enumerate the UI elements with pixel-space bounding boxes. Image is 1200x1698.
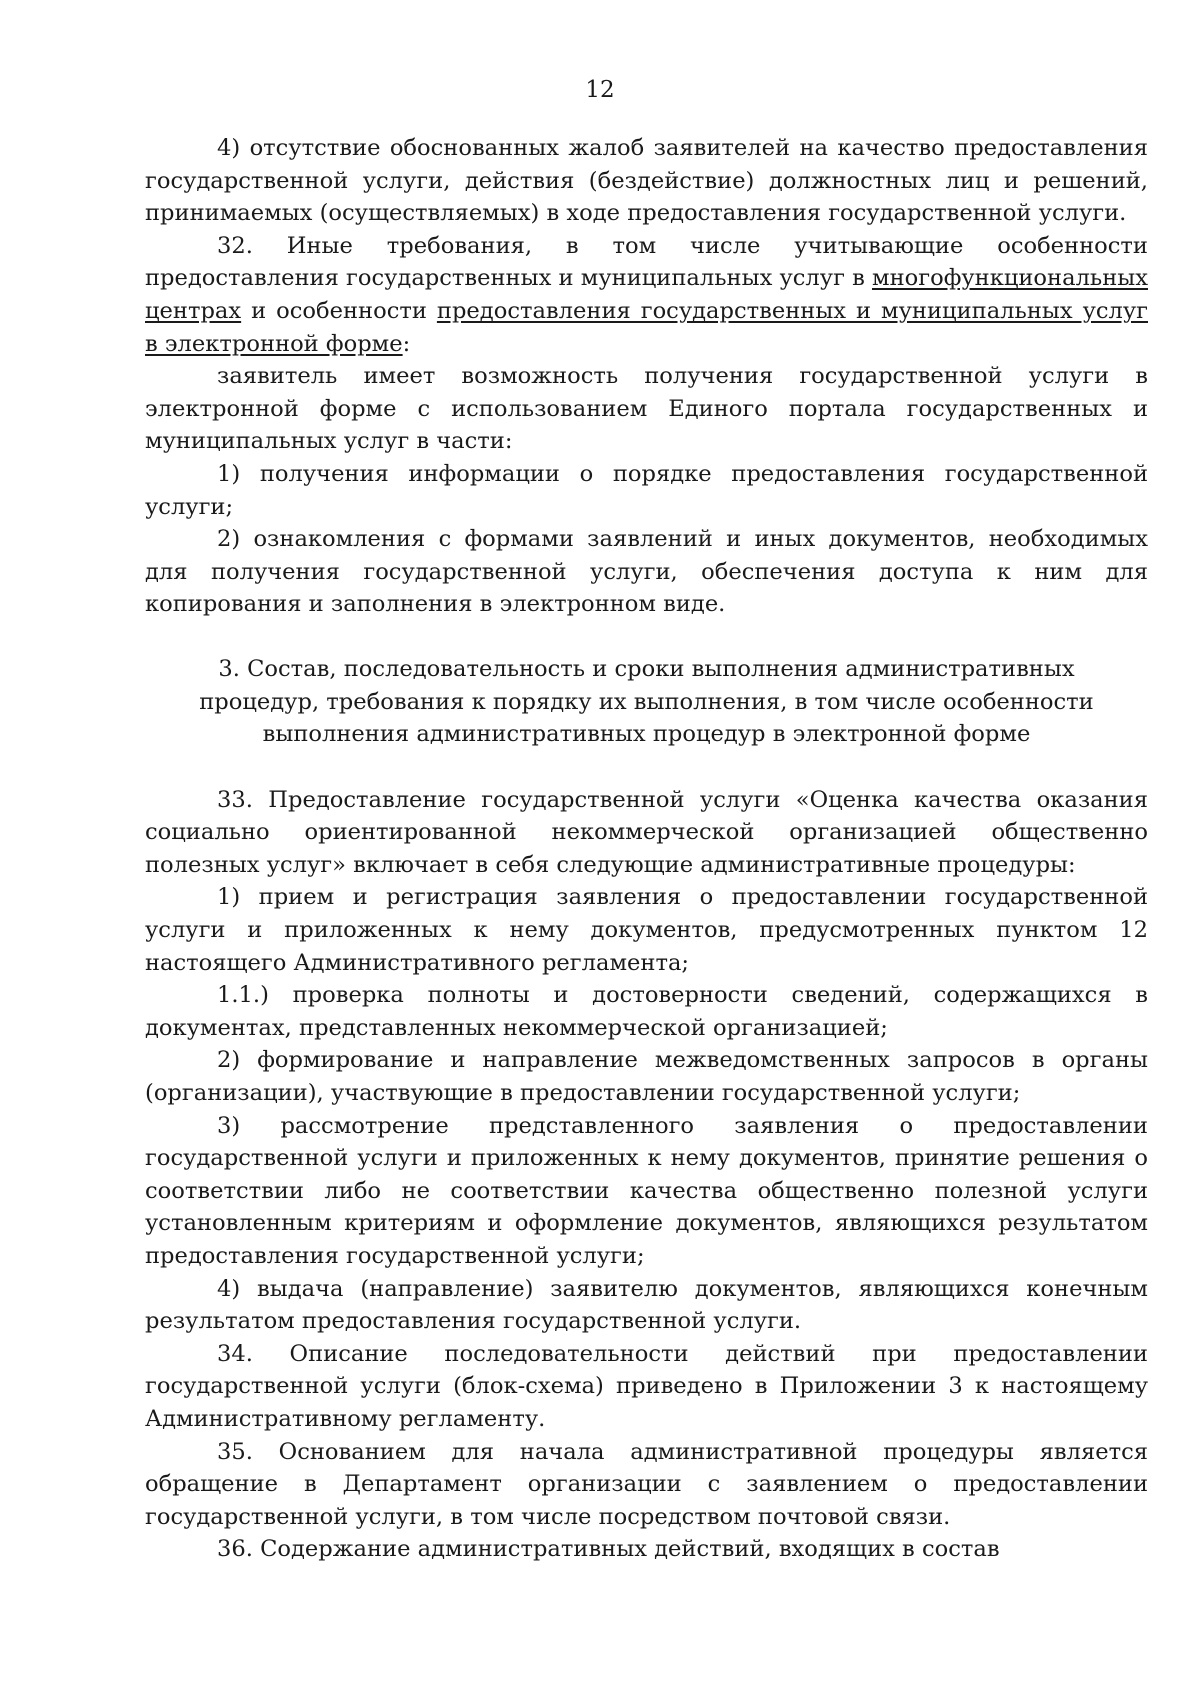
section-heading	[145, 653, 1148, 751]
electronic-services-link[interactable]: предоставления государственных и муниципальных услуг в электронной форме	[145, 297, 1149, 357]
multifunctional-centers-link[interactable]: многофункциональных центрах	[145, 265, 1149, 324]
document-body	[145, 132, 1148, 1566]
paragraph-31-4: 4) отсутствие обоснованных жалоб заявителей на качество предоставления государственной услуги, действия (бездействие) должностных лиц и решений, принимаемых (осуществляемых) в ходе предоставления государственной услуги.	[145, 135, 1148, 227]
paragraph-33-3: 3) рассмотрение представленного заявления о предоставлении государственной услуги и приложенных к нему документов, принятие решения о соответствии либо не соответствии качества общественно полезной услуги установленным критериям и оформление документов, являющихся результатом предоставления государственной услуги;	[145, 1112, 1148, 1269]
paragraph-32-start: 32. Иные требования, в том числе учитывающие особенности предоставления государственных и муниципальных услуг в	[145, 232, 1148, 292]
paragraph-32-1: 1) получения информации о порядке предоставления государственной услуги;	[145, 460, 1148, 520]
paragraph-33-1-1: 1.1.) проверка полноты и достоверности сведений, содержащихся в документах, представленных некоммерческой организацией;	[145, 982, 1148, 1041]
paragraph-32-2: 2) ознакомления с формами заявлений и иных документов, необходимых для получения государственной услуги, обеспечения доступа к ним для копирования и заполнения в электронном виде.	[145, 526, 1148, 618]
paragraph-32-middle: и особенности	[241, 297, 437, 324]
paragraph-applicant: заявитель имеет возможность получения государственной услуги в электронной форме с использованием Единого портала государственных и муниципальных услуг в части:	[145, 363, 1148, 455]
page-number: 12	[585, 77, 615, 103]
paragraph-32	[145, 230, 1148, 360]
section-heading-line: процедур, требования к порядку их выполнения, в том числе особенности	[199, 688, 1094, 715]
section-heading-line: 3. Состав, последовательность и сроки выполнения административных	[218, 655, 1075, 682]
paragraph-32-end: :	[402, 330, 411, 357]
paragraph-33: 33. Предоставление государственной услуги «Оценка качества оказания социально ориентированной некоммерческой организацией общественно полезных услуг» включает в себя следующие административные процедуры:	[145, 786, 1148, 878]
paragraph-36: 36. Содержание административных действий, входящих в состав	[217, 1536, 1000, 1563]
paragraph-34: 34. Описание последовательности действий при предоставлении государственной услуги (блок-схема) приведено в Приложении 3 к настоящему Административному регламенту.	[145, 1340, 1148, 1432]
paragraph-33-4: 4) выдача (направление) заявителю документов, являющихся конечным результатом предоставления государственной услуги.	[145, 1275, 1148, 1335]
paragraph-33-2: 2) формирование и направление межведомственных запросов в органы (организации), участвующие в предоставлении государственной услуги;	[145, 1047, 1148, 1107]
paragraph-33-1: 1) прием и регистрация заявления о предоставлении государственной услуги и приложенных к нему документов, предусмотренных пунктом 12 настоящего Административного регламента;	[145, 884, 1148, 976]
section-heading-line: выполнения административных процедур в электронной форме	[262, 721, 1031, 748]
paragraph-35: 35. Основанием для начала административной процедуры является обращение в Департамент организации с заявлением о предоставлении государственной услуги, в том числе посредством почтовой связи.	[145, 1438, 1148, 1530]
